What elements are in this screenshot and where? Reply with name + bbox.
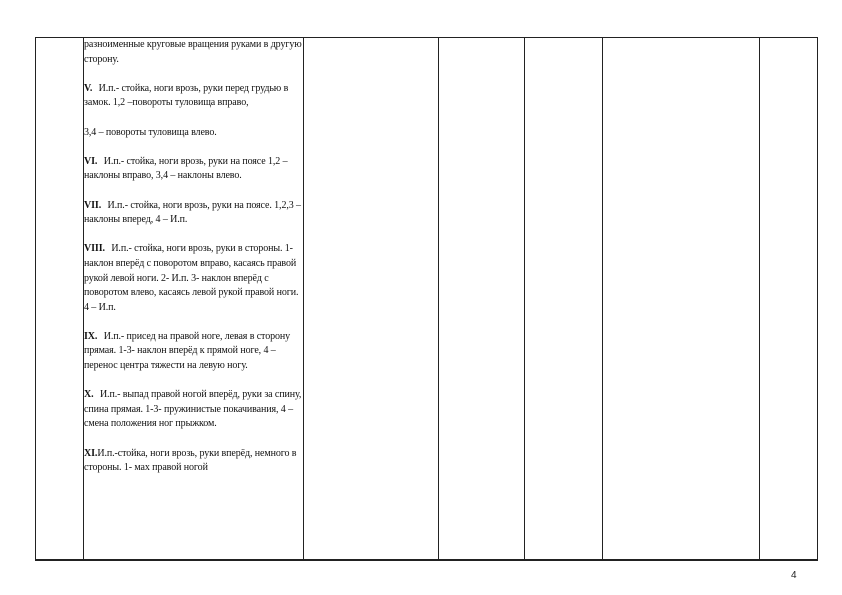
exercise-text: 3,4 – повороты туловища влево. <box>84 126 217 138</box>
table-cell-empty <box>304 38 439 561</box>
exercise-number: IX. <box>84 330 98 342</box>
exercise-paragraph <box>84 38 303 67</box>
table-cell-empty <box>525 38 603 561</box>
exercise-paragraph <box>84 199 303 228</box>
exercise-text: И.п.- стойка, ноги врозь, руки на поясе. 1,2,3 – наклоны вперед, 4 – И.п. <box>84 199 301 226</box>
exercise-paragraph <box>84 447 303 476</box>
exercise-text: разноименные круговые вращения руками в другую сторону. <box>84 39 302 65</box>
table-cell-empty <box>439 38 525 561</box>
table-row <box>36 38 818 561</box>
table-cell-exercises <box>84 38 304 561</box>
exercise-number: VI. <box>84 155 98 167</box>
exercise-paragraph <box>84 126 303 141</box>
exercise-number: X. <box>84 389 94 401</box>
exercise-text: И.п.- выпад правой ногой вперёд, руки за спину, спина прямая. 1-3- пружинистые покачивания, 4 – смена положения ног прыжком. <box>84 389 302 430</box>
exercise-paragraph <box>84 82 303 111</box>
exercise-number: VII. <box>84 199 102 211</box>
lesson-plan-table <box>35 37 818 561</box>
table-cell-empty <box>603 38 760 561</box>
exercise-text: И.п.- стойка, ноги врозь, руки на поясе 1,2 – наклоны вправо, 3,4 – наклоны влево. <box>84 155 288 182</box>
exercise-number: XI. <box>84 447 98 459</box>
exercise-number: V. <box>84 82 93 94</box>
exercise-paragraph <box>84 330 303 374</box>
page-number: 4 <box>791 570 797 581</box>
table-cell-empty <box>760 38 818 561</box>
table-cell-number <box>36 38 84 561</box>
exercise-number: VIII. <box>84 243 105 255</box>
exercise-paragraph <box>84 155 303 184</box>
exercise-paragraph <box>84 242 303 315</box>
exercise-paragraph <box>84 388 303 432</box>
exercise-text: И.п.- стойка, ноги врозь, руки перед грудью в замок. 1,2 –повороты туловища вправо, <box>84 82 289 109</box>
exercise-text: И.п.- присед на правой ноге, левая в сторону прямая. 1-3- наклон вперёд к прямой ноге, 4 – перенос центра тяжести на левую ногу. <box>84 330 291 372</box>
exercise-text: И.п.- стойка, ноги врозь, руки в стороны. 1- наклон вперёд с поворотом вправо, касаясь правой рукой левой ноги. 2- И.п. 3- наклон вперёд с поворотом влево, касаясь левой рукой правой ноги. 4 – И.п. <box>84 243 299 313</box>
exercise-text: И.п.-стойка, ноги врозь, руки вперёд, немного в стороны. 1- мах правой ногой <box>84 447 297 474</box>
